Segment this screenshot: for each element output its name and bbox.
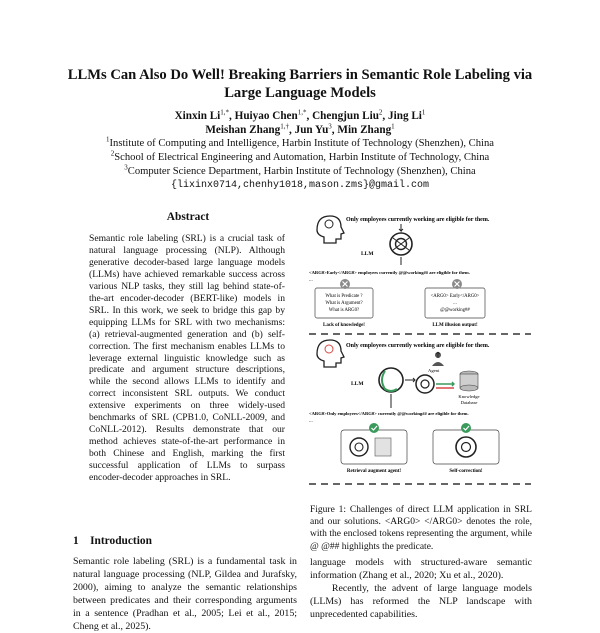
figure-1 [307,208,533,500]
paper-title [0,66,600,102]
author-name: Jing Li [388,110,422,122]
author-mark: 1,* [220,108,230,117]
thinking-head-icon [317,216,344,243]
author-mark: 1,* [297,108,307,117]
author-line-2: Meishan Zhang$^{1,\dagger}$, Jun Yu$^3$, Min Zhang$^1$ [205,122,395,136]
affiliation-mark: 1 [106,135,110,144]
author-mark: 1,† [280,122,289,131]
figure-bottom-sentence: Only employees currently working are eligible for them. [346,343,490,349]
author-emails[interactable]: {lixinx0714,chenhy1018,mason.zms}@gmail.com [170,180,430,191]
check-icon [461,423,471,433]
lack-knowledge-box [315,288,373,318]
selfcorrect-label: Self-correction! [449,469,483,474]
illusion-output-box [425,288,485,318]
right-paragraph-start: Recently, the advent of large language models (LLMs) has reformed the NLP landscape with unprecedented capabilities. [310,583,533,620]
affiliation-text: School of Electrical Engineering and Automation, Harbin Institute of Technology, China [114,152,490,163]
agent-label: Agent [428,368,440,373]
affiliations [0,137,600,193]
affiliation [0,137,600,151]
error-x-icon [340,279,350,289]
abstract-heading: Abstract [166,211,210,223]
llm-output-sentence: <ARG0>Early</ARG0> employees currently @@working## are eligible for them. [309,270,470,275]
affiliation-mark: 3 [124,163,128,172]
affiliation-mark: 2 [110,149,115,158]
arrow-right-icon [436,382,454,386]
arrow-down-icon [399,224,403,231]
illusion-box-line: ... [453,301,457,306]
llm-label: LLM [361,251,374,257]
author-mark: 1 [391,122,395,131]
retrieval-agent-label: Retrieval augment agent! [346,469,402,474]
right-paragraph-end: language models with structured-aware semantic information (Zhang et al., 2020; Xu et al., 2020). [310,557,532,581]
llm-logo-icon [379,368,403,392]
illusion-output-label: LLM illusion output! [432,323,478,328]
figure-top-sentence: Only employees currently working are eligible for them. [346,217,490,223]
error-x-icon [452,279,462,289]
selfcorrect-result-box [433,430,499,464]
ellipsis: ... [309,419,313,424]
kb-label-line: Database [460,400,478,405]
lack-knowledge-label: Lack of knowledge! [323,323,365,328]
corrected-output-sentence: <ARG0>Only employees</ARG0> currently @@working## are eligible for them. [309,411,469,416]
author-block [0,109,600,137]
author-mark: 2 [378,108,383,117]
author-name: Huiyao Chen [234,110,298,122]
author-name: Jun Yu [294,124,329,136]
illusion-box-line: <ARG0> Early</ARG0> [430,294,480,299]
retrieval-result-box [341,430,407,464]
section-heading-introduction [73,535,152,547]
chatgpt-logo-icon [416,375,434,393]
arrow-right-icon [405,378,415,382]
author-name: Meishan Zhang [205,124,281,136]
title-line-1: LLMs Can Also Do Well! Breaking Barriers in Semantic Role Labeling via [67,67,533,83]
author-name: Chengjun Liu [312,110,379,122]
affiliation [0,165,600,179]
abstract-text: Semantic role labeling (SRL) is a crucial task of natural language processing (NLP). Although generative decoder-based large language models (LLMs) have achieved remarkable success across various NLP tasks, they still lag behind state-of-the-art encoder-decoder (BERT-like) models in SRL. In this work, we seek to bridge this gap by equipping LLMs for SRL with two mechanisms: (a) retrieval-augmented generation and (b) self-correction. The first mechanism enables LLMs to leverage external linguistic knowledge such as predicate and argument structure descriptions, while the second allows LLMs to identify and correct inconsistent SRL outputs. We conduct extensive experiments on three widely-used benchmarks of SRL (CPB1.0, CoNLL-2009, and CoNLL-2012). Results demonstrate that our method achieves state-of-the-art performance in both Chinese and English, marking the first successful application of LLMs to surpass encoder-decoder approaches in SRL. [89,233,285,484]
author-mark: 1 [421,108,426,117]
lack-box-line: What is Predicate ? [325,294,363,299]
illusion-box-line: @@working## [440,308,470,313]
introduction-text: Semantic role labeling (SRL) is a fundamental task in natural language processing (NLP, Gildea and Jurafsky, 2000), aiming to analyze the semantic relationships between predicates and their corresponding arguments in a sentence (Pradhan et al., 2005; Lei et al., 2015; Cheng et al., 2025). [73,556,297,632]
lack-box-line: What is ARG0? [328,308,360,313]
author-name: Xinxin Li [174,110,221,122]
database-icon [460,371,478,391]
affiliation [0,151,600,165]
right-column-text [310,556,532,621]
llm-label: LLM [351,381,364,387]
llm-logo-icon [390,233,412,255]
author-name: Min Zhang [337,124,392,136]
kb-label-line: Knowledge [458,394,480,399]
section-title: Introduction [90,535,152,547]
figure-caption: Figure 1: Challenges of direct LLM application in SRL and our solutions. <ARG0> </ARG0> denotes the role, with the enclosed tokens representing the argument, while @ @## highlights the predicate. [310,505,532,552]
title-line-2: Large Language Models [224,85,376,101]
affiliation-text: Computer Science Department, Harbin Institute of Technology (Shenzhen), China [127,166,476,177]
affiliation-text: Institute of Computing and Intelligence, Harbin Institute of Technology (Shenzhen), China [109,138,494,149]
ellipsis: ... [309,278,313,283]
section-number: 1 [73,535,79,547]
author-line-1: Xinxin $Li^{1,*}$, Huiyao Chen$^{1,*}$, Chengjun Liu$^2$, Jing Li$^1$ [174,108,426,122]
check-icon [369,423,379,433]
idea-head-icon [317,340,344,367]
author-mark: 3 [328,122,332,131]
lack-box-line: What is Argument? [325,301,363,306]
